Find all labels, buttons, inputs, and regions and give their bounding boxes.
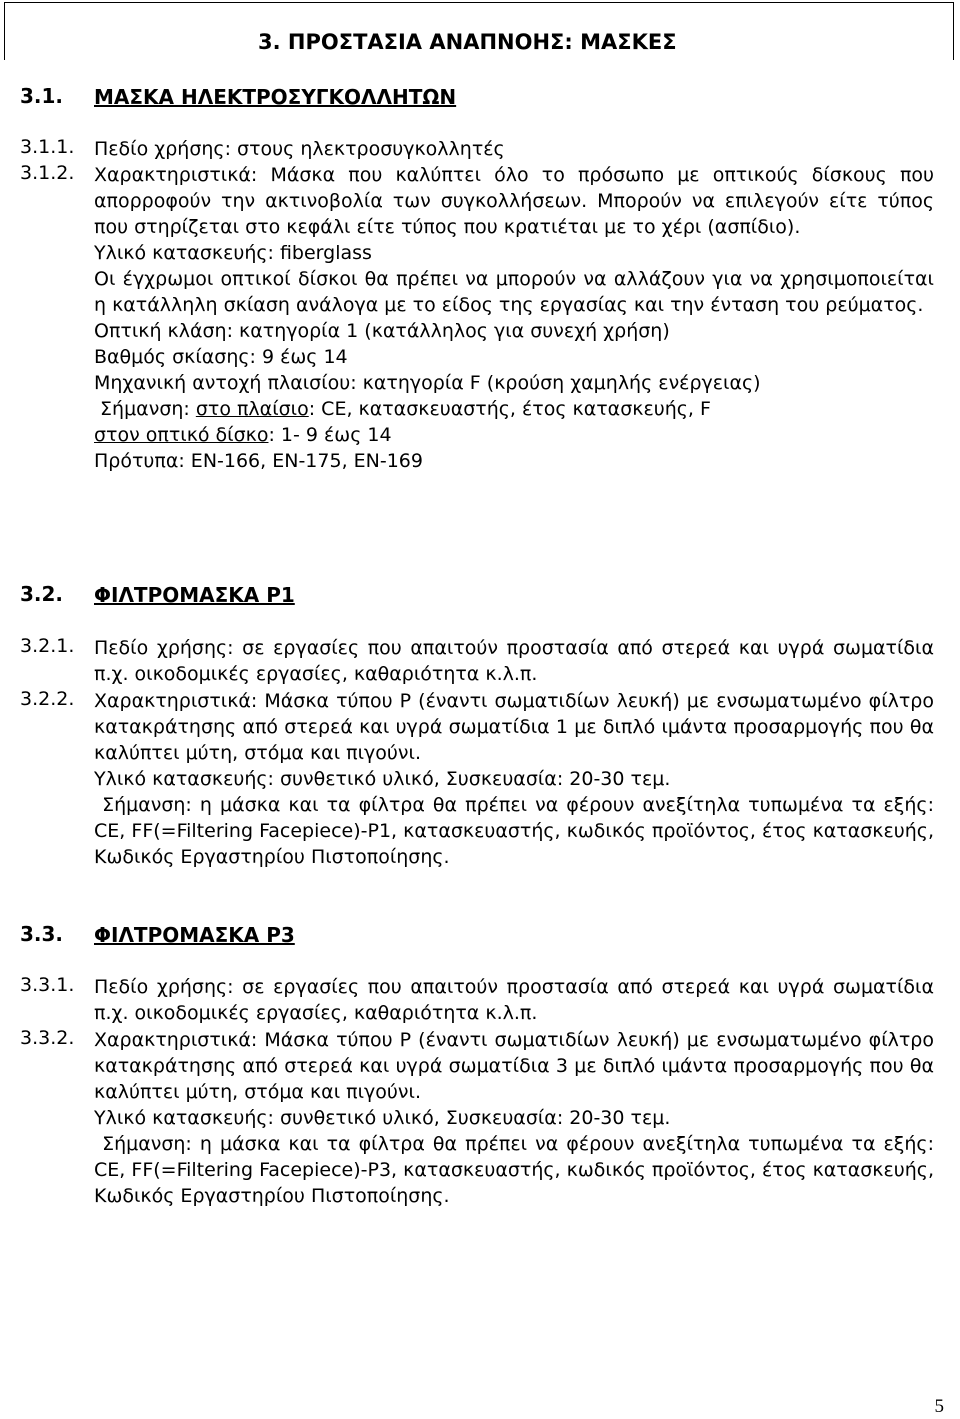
- page-number: 5: [934, 1396, 944, 1417]
- section-3-2-heading: [20, 582, 934, 608]
- section-title: ΦΙΛΤΡΟΜΑΣΚΑ Ρ1: [94, 583, 295, 607]
- disc-label: στον οπτικό δίσκο: [94, 424, 269, 446]
- characteristics-text: Χαρακτηριστικά: Μάσκα τύπου Ρ (έναντι σωματιδίων λευκή) με ενσωματωμένο φίλτρο κατακράτησης από στερεά και υγρά σωματίδια 3 με διπλό ιμάντα προσαρμογής που θα καλύπτει μύτη, στόμα και πιγούνι.: [94, 1029, 934, 1103]
- frame-label: στο πλαίσιο: [195, 398, 309, 420]
- section-number: 3.3.: [20, 922, 64, 946]
- item-3-2-2: [20, 688, 941, 870]
- section-3-1-heading: [20, 84, 934, 110]
- section-3-3-heading: [20, 922, 934, 948]
- marking-text: Σήμανση: η μάσκα και τα φίλτρα θα πρέπει να φέρουν ανεξίτηλα τυπωμένα τα εξής: CE, FF(=Filtering Facepiece)-P3, κατασκευαστής, κωδικός προϊόντος, έτος κατασκευής, Κωδικός Εργαστηρίου Πιστοποίησης.: [94, 1133, 941, 1207]
- item-number: 3.2.1.: [20, 635, 75, 657]
- item-number: 3.2.2.: [20, 688, 75, 710]
- item-3-3-2: [20, 1027, 941, 1209]
- page-title: 3. ΠΡΟΣΤΑΣΙΑ ΑΝΑΠΝΟΗΣ: ΜΑΣΚΕΣ: [258, 30, 677, 54]
- item-3-3-1: [20, 974, 934, 1026]
- section-number: 3.1.: [20, 84, 64, 108]
- material-text: Υλικό κατασκευής: fiberglass: [94, 242, 372, 264]
- material-text: Υλικό κατασκευής: συνθετικό υλικό, Συσκευασία: 20-30 τεμ.: [94, 1107, 671, 1129]
- item-number: 3.3.2.: [20, 1027, 75, 1049]
- item-3-1-1: [20, 136, 934, 162]
- marking-text: Σήμανση: η μάσκα και τα φίλτρα θα πρέπει να φέρουν ανεξίτηλα τυπωμένα τα εξής: CE, FF(=Filtering Facepiece)-P1, κατασκευαστής, κωδικός προϊόντος, έτος κατασκευής, Κωδικός Εργαστηρίου Πιστοποίησης.: [94, 794, 941, 868]
- marking-disc-line: στον οπτικό δίσκο: 1- 9 έως 14: [94, 424, 392, 446]
- item-text: Πεδίο χρήσης: σε εργασίες που απαιτούν προστασία από στερεά και υγρά σωματίδια π.χ. οικοδομικές εργασίες, καθαριότητα κ.λ.π.: [94, 976, 934, 1024]
- standards-text: Πρότυπα: EN-166, EN-175, EN-169: [94, 450, 423, 472]
- lens-text: Οι έγχρωμοι οπτικοί δίσκοι θα πρέπει να μπορούν να αλλάζουν για να χρησιμοποιείται η κατάλληλη σκίαση ανάλογα με το είδος της εργασίας και την ένταση του ρεύματος.: [94, 268, 934, 316]
- marking-frame-line: Σήμανση: στο πλαίσιο: CE, κατασκευαστής, έτος κατασκευής, F: [94, 398, 711, 420]
- characteristics-text: Χαρακτηριστικά: Μάσκα που καλύπτει όλο το πρόσωπο με οπτικούς δίσκους που απορροφούν την ακτινοβολία των συγκολλήσεων. Μπορούν να επιλεγούν είτε τύπος που στηρίζεται στο κεφάλι είτε τύπος που κρατιέται με το χέρι (ασπίδιο).: [94, 164, 934, 238]
- material-text: Υλικό κατασκευής: συνθετικό υλικό, Συσκευασία: 20-30 τεμ.: [94, 768, 671, 790]
- item-text: Πεδίο χρήσης: σε εργασίες που απαιτούν προστασία από στερεά και υγρά σωματίδια π.χ. οικοδομικές εργασίες, καθαριότητα κ.λ.π.: [94, 637, 934, 685]
- mechanical-strength-text: Μηχανική αντοχή πλαισίου: κατηγορία F (κρούση χαμηλής ενέργειας): [94, 372, 761, 394]
- item-text: Πεδίο χρήσης: στους ηλεκτροσυγκολλητές: [94, 138, 505, 160]
- section-number: 3.2.: [20, 582, 64, 606]
- item-number: 3.1.1.: [20, 136, 75, 158]
- characteristics-text: Χαρακτηριστικά: Μάσκα τύπου Ρ (έναντι σωματιδίων λευκή) με ενσωματωμένο φίλτρο κατακράτησης από στερεά και υγρά σωματίδια 1 με διπλό ιμάντα προσαρμογής που θα καλύπτει μύτη, στόμα και πιγούνι.: [94, 690, 934, 764]
- section-title: ΜΑΣΚΑ ΗΛΕΚΤΡΟΣΥΓΚΟΛΛΗΤΩΝ: [94, 85, 457, 109]
- optical-class-text: Οπτική κλάση: κατηγορία 1 (κατάλληλος για συνεχή χρήση): [94, 320, 670, 342]
- item-3-1-2: [20, 162, 934, 474]
- item-number: 3.3.1.: [20, 974, 75, 996]
- item-number: 3.1.2.: [20, 162, 75, 184]
- section-title: ΦΙΛΤΡΟΜΑΣΚΑ Ρ3: [94, 923, 295, 947]
- item-3-2-1: [20, 635, 934, 687]
- shade-text: Βαθμός σκίασης: 9 έως 14: [94, 346, 348, 368]
